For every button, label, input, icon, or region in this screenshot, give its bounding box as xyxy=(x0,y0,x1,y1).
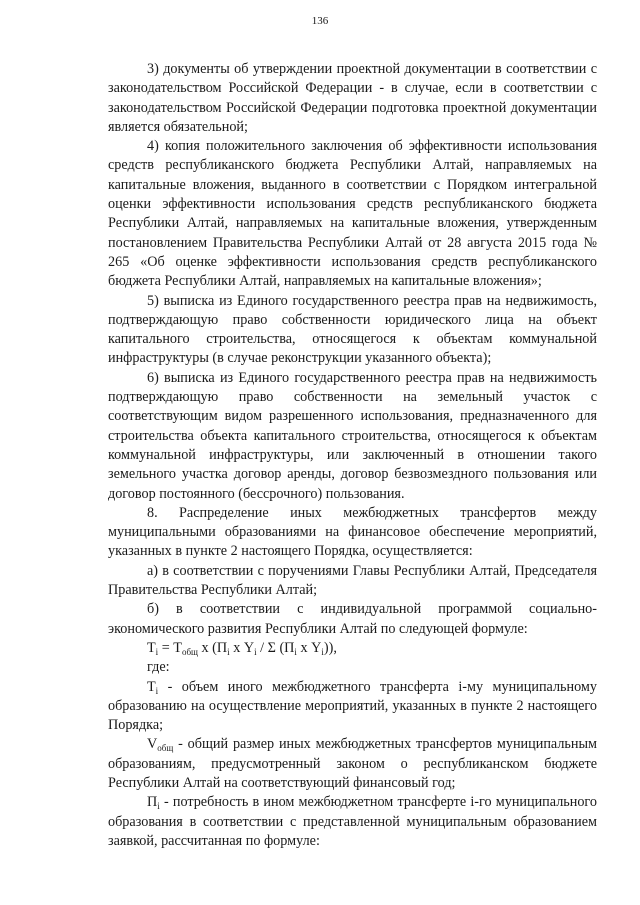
formula-sub-i-4: i xyxy=(294,646,297,657)
symbol-v-sub: общ xyxy=(157,743,174,754)
formula-eq: = Т xyxy=(158,639,182,656)
paragraph-item-4: 4) копия положительного заключения об эффективности использования средств республиканского бюджета Республики Алтай, направляемых на капитальные вложения, выданного в соответствии с Порядком интегральной оценки эффективности использования средств республиканского бюджета Республики Алтай, направляемых на капитальные вложения, утвержденным постановлением Правительства Республики Алтай от 28 августа 2015 года № 265 «Об оценке эффективности использования средств республиканского бюджета Республики Алтай, направляемых на капитальные вложения»; xyxy=(108,138,597,290)
formula-div: / Σ (П xyxy=(256,639,295,656)
formula-sub-i-2: i xyxy=(227,646,230,657)
formula-x1: х Y xyxy=(229,639,255,656)
symbol-pi-sub: i xyxy=(157,801,160,812)
symbol-v: V xyxy=(147,736,158,753)
definition-v xyxy=(108,735,597,793)
symbol-ti: Т xyxy=(147,678,156,695)
definition-pi xyxy=(108,793,597,851)
formula-mid: х (П xyxy=(197,639,228,656)
symbol-ti-sub: i xyxy=(155,685,159,696)
paragraph-item-3: 3) документы об утверждении проектной документации в соответствии с законодательством Российской Федерации - в случае, если в соответствии с законодательством Российской Федерации подготовка проектной документации является обязательной; xyxy=(108,61,597,135)
formula-sub-i-5: i xyxy=(321,646,324,657)
formula-sub-i-3: i xyxy=(254,646,257,657)
paragraph-section-8: 8. Распределение иных межбюджетных трансфертов между муниципальными образованиями на финансовое обеспечение мероприятий, указанных в пункте 2 настоящего Порядка, осуществляется: xyxy=(108,504,597,560)
formula-line xyxy=(108,639,597,658)
paragraph-subitem-a: а) в соответствии с поручениями Главы Республики Алтай, Председателя Правительства Республики Алтай; xyxy=(108,562,597,599)
definition-ti xyxy=(108,678,597,736)
formula-t: Т xyxy=(147,639,156,656)
symbol-pi: П xyxy=(147,794,158,811)
where-label: где: xyxy=(147,659,170,676)
paragraph-subitem-b: б) в соответствии с индивидуальной программой социально-экономического развития Республики Алтай по следующей формуле: xyxy=(108,601,597,637)
page-number: 136 xyxy=(311,15,329,27)
formula-sub-obsh: общ xyxy=(181,646,198,657)
paragraph-item-6: 6) выписка из Единого государственного реестра прав на недвижимость подтверждающую право собственности на земельный участок с соответствующим видом разрешенного использования, предназначенного для строительства объекта капитального строительства, относящегося к объектам коммунальной инфраструктуры, или заключенный в отношении такого земельного участка договор аренды, договор безвозмездного пользования или договор постоянного (бессрочного) пользования. xyxy=(108,369,597,502)
definition-pi-text: - потребность в ином межбюджетном трансферте i-го муниципального образования в соответствии с представленной муниципальным образованием заявкой, рассчитанная по формуле: xyxy=(108,794,597,849)
formula-sub-i-1: i xyxy=(155,646,159,657)
paragraph-item-5: 5) выписка из Единого государственного реестра прав на недвижимость, подтверждающую право собственности юридического лица на объект капитального строительства, относящегося к объектам коммунальной инфраструктуры (в случае реконструкции указанного объекта); xyxy=(108,292,597,367)
definition-ti-text: - объем иного межбюджетного трансферта i-му муниципальному образованию на осуществление мероприятий, указанных в пункте 2 настоящего Порядка; xyxy=(108,678,597,734)
formula-x2: х Y xyxy=(296,639,322,656)
definition-v-text: - общий размер иных межбюджетных трансфертов муниципальным образованиям, предусмотренный законом о республиканском бюджете Республики Алтай на соответствующий финансовый год; xyxy=(108,736,597,791)
formula-close: )), xyxy=(323,639,337,656)
document-body xyxy=(108,60,597,851)
